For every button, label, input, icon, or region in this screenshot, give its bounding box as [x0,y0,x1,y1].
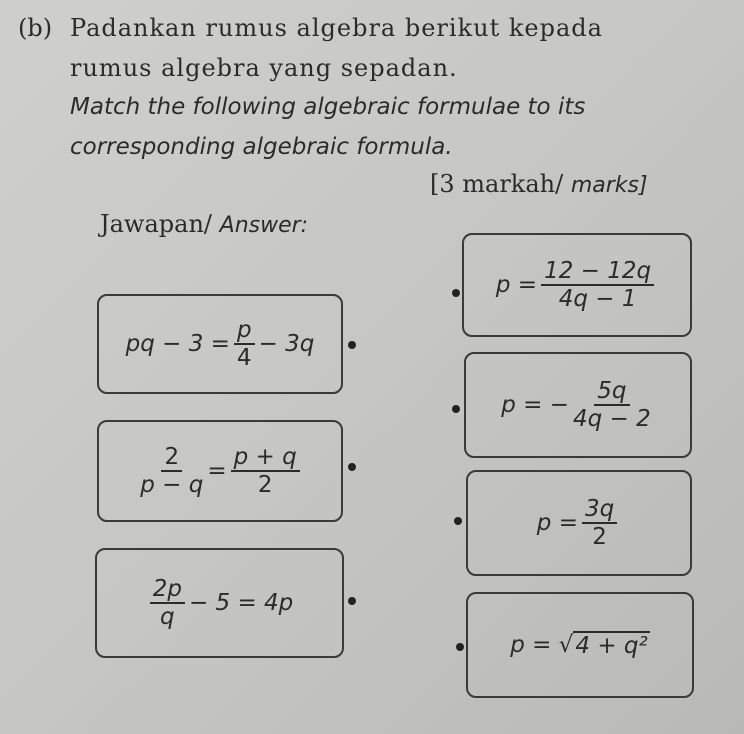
numerator: p [234,317,255,345]
fraction [234,317,255,371]
malay-instruction-1: Padankan rumus algebra berikut kepada [70,14,603,42]
denominator: 4q − 1 [558,286,637,312]
lhs: p = [495,272,538,298]
english-instruction-2: corresponding algebraic formula. [70,134,453,160]
fraction [150,576,185,630]
denominator: 2 [257,472,273,498]
right-formula-2 [464,352,692,458]
fraction [231,444,300,498]
equals: = [207,458,227,484]
marks-english: marks] [570,173,648,198]
numerator: 2p [150,576,185,604]
answer-malay: Jawapan/ [100,210,212,238]
fraction [541,258,654,312]
rhs: − 3q [258,331,315,357]
malay-instruction-2: rumus algebra yang sepadan. [70,54,458,82]
left-formula-2 [97,420,343,522]
answer-label [100,210,308,238]
marks-malay: [3 markah/ [430,170,564,198]
numerator: 3q [582,496,617,524]
left-formula-1 [97,294,343,394]
lhs: pq − 3 = [125,331,230,357]
match-dot-right-4[interactable] [456,643,464,651]
numerator: 5q [594,378,629,406]
answer-english: Answer: [219,213,309,238]
lhs: p = [510,632,552,658]
marks-label [430,170,648,198]
denominator: 2 [592,524,607,550]
match-dot-left-1[interactable] [348,341,356,349]
numerator: p + q [231,444,300,472]
fraction [140,444,203,498]
fraction [582,496,617,550]
numerator: 12 − 12q [541,258,654,286]
match-dot-right-1[interactable] [452,289,460,297]
right-formula-1 [462,233,692,337]
left-formula-3 [95,548,344,658]
match-dot-right-3[interactable] [454,517,462,525]
denominator: q [160,604,175,630]
match-dot-left-2[interactable] [348,463,356,471]
lhs: p = [536,510,578,536]
sqrt-sign: √ [558,632,574,658]
denominator: 4q − 2 [573,406,651,432]
english-instruction-1: Match the following algebraic formulae to its [70,94,586,120]
denominator: p − q [140,472,204,498]
right-formula-3 [466,470,692,576]
question-label: (b) [18,14,53,42]
match-dot-left-3[interactable] [348,597,356,605]
rhs: − 5 = 4p [188,590,294,616]
denominator: 4 [236,345,252,371]
right-formula-4 [466,592,694,698]
numerator: 2 [161,444,182,472]
match-dot-right-2[interactable] [452,405,460,413]
fraction [573,378,651,432]
lhs: p = − [501,392,569,418]
radicand: 4 + q² [575,633,648,659]
